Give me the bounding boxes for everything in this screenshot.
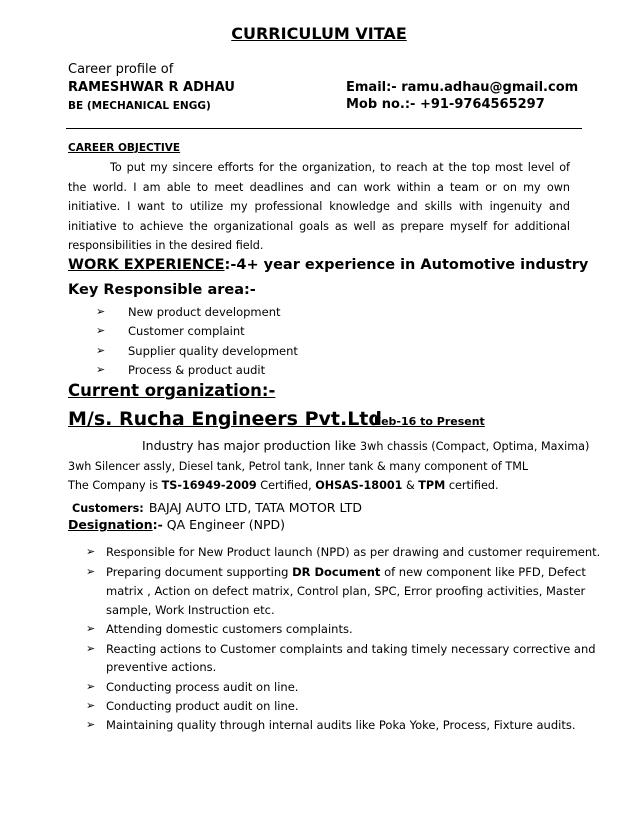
mobile-line: Mob no.:- +91-9764565297 — [346, 97, 545, 112]
header-divider — [66, 128, 582, 129]
industry-line-1: Industry has major production like 3wh chassis (Compact, Optima, Maxima) — [142, 438, 590, 453]
bullet-arrow-icon: ➢ — [86, 642, 96, 655]
bullet-arrow-icon: ➢ — [86, 545, 96, 558]
designation-line: Designation:- QA Engineer (NPD) — [68, 517, 286, 532]
bullet-arrow-icon: ➢ — [86, 622, 96, 635]
current-organization-heading: Current organization:- — [68, 381, 276, 400]
work-experience-heading: WORK EXPERIENCE:-4+ year experience in Automotive industry — [68, 257, 589, 273]
list-item-continuation: preventive actions. — [106, 660, 217, 674]
bullet-arrow-icon: ➢ — [86, 718, 96, 731]
email-line: Email:- ramu.adhau@gmail.com — [346, 80, 579, 95]
bullet-arrow-icon: ➢ — [96, 363, 106, 376]
bullet-arrow-icon: ➢ — [96, 344, 106, 357]
career-profile-label: Career profile of — [68, 62, 174, 77]
bullet-arrow-icon: ➢ — [86, 699, 96, 712]
customers-line: Customers: BAJAJ AUTO LTD, TATA MOTOR LTD — [72, 500, 362, 515]
bullet-arrow-icon: ➢ — [96, 305, 106, 318]
degree: BE (MECHANICAL ENGG) — [68, 100, 211, 112]
bullet-arrow-icon: ➢ — [86, 680, 96, 693]
employment-period: Feb-16 to Present — [374, 415, 485, 428]
candidate-name: RAMESHWAR R ADHAU — [68, 80, 235, 95]
bullet-arrow-icon: ➢ — [96, 324, 106, 337]
career-objective-text: To put my sincere efforts for the organization, to reach at the top most level of the world. I am able to meet deadlines and can work within a team or on my own initiative. I want to utilize my professional knowledge and skills with ingenuity and initiative to achieve the organizational goals as well as prepare myself for additional responsibilities in the desired field. — [68, 161, 570, 252]
list-item-continuation: matrix , Action on defect matrix, Control plan, SPC, Error proofing activities, Master sample, Work Instruction etc. — [106, 584, 586, 617]
company-name: M/s. Rucha Engineers Pvt.Ltd — [68, 408, 382, 430]
career-objective-heading: CAREER OBJECTIVE — [68, 142, 181, 154]
document-title: CURRICULUM VITAE — [231, 24, 407, 43]
industry-line-2: 3wh Silencer assly, Diesel tank, Petrol tank, Inner tank & many component of TML — [68, 460, 529, 473]
key-area-heading: Key Responsible area:- — [68, 282, 256, 298]
bullet-arrow-icon: ➢ — [86, 565, 96, 578]
certification-line: The Company is TS-16949-2009 Certified, OHSAS-18001 & TPM certified. — [68, 479, 499, 492]
